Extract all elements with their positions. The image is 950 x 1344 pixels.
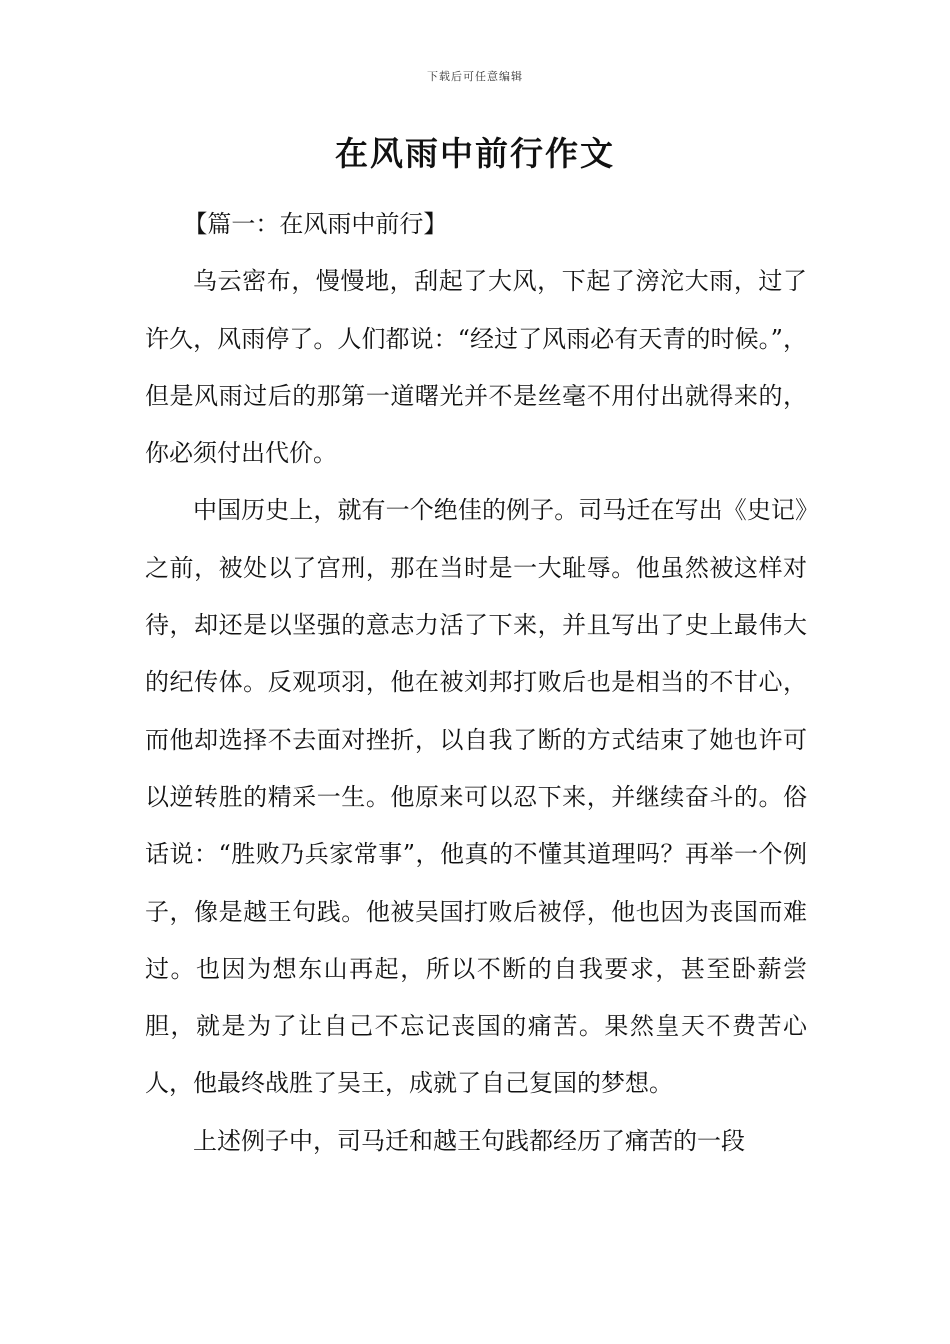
paragraph-1: 乌云密布，慢慢地，刮起了大风，下起了滂沱大雨，过了许久，风雨停了。人们都说：“经过了风雨必有天青的时候。”，但是风雨过后的那第一道曙光并不是丝毫不用付出就得来的，你必须付出代价。: [145, 267, 807, 468]
document-title: 在风雨中前行作文: [335, 134, 615, 173]
section-heading: 【篇一：在风雨中前行】: [183, 210, 448, 238]
paragraph-3: 上述例子中，司马迁和越王句践都经历了痛苦的一段: [193, 1126, 745, 1155]
document-body: [145, 196, 807, 1170]
paragraph-2: 中国历史上，就有一个绝佳的例子。司马迁在写出《史记》之前，被处以了宫刑，那在当时是一大耻辱。他虽然被这样对待，却还是以坚强的意志力活了下来，并且写出了史上最伟大的纪传体。反观项羽，他在被刘邦打败后也是相当的不甘心，而他却选择不去面对挫折，以自我了断的方式结束了她也许可以逆转胜的精采一生。他原来可以忍下来，并继续奋斗的。俗话说：“胜败乃兵家常事”，他真的不懂其道理吗？再举一个例子，像是越王句践。他被吴国打败后被俘，他也因为丧国而难过。也因为想东山再起，所以不断的自我要求，甚至卧薪尝胆，就是为了让自己不忘记丧国的痛苦。果然皇天不费苦心人，他最终战胜了吴王，成就了自己复国的梦想。: [145, 496, 807, 1098]
header-note: 下载后可任意编辑: [427, 70, 523, 83]
